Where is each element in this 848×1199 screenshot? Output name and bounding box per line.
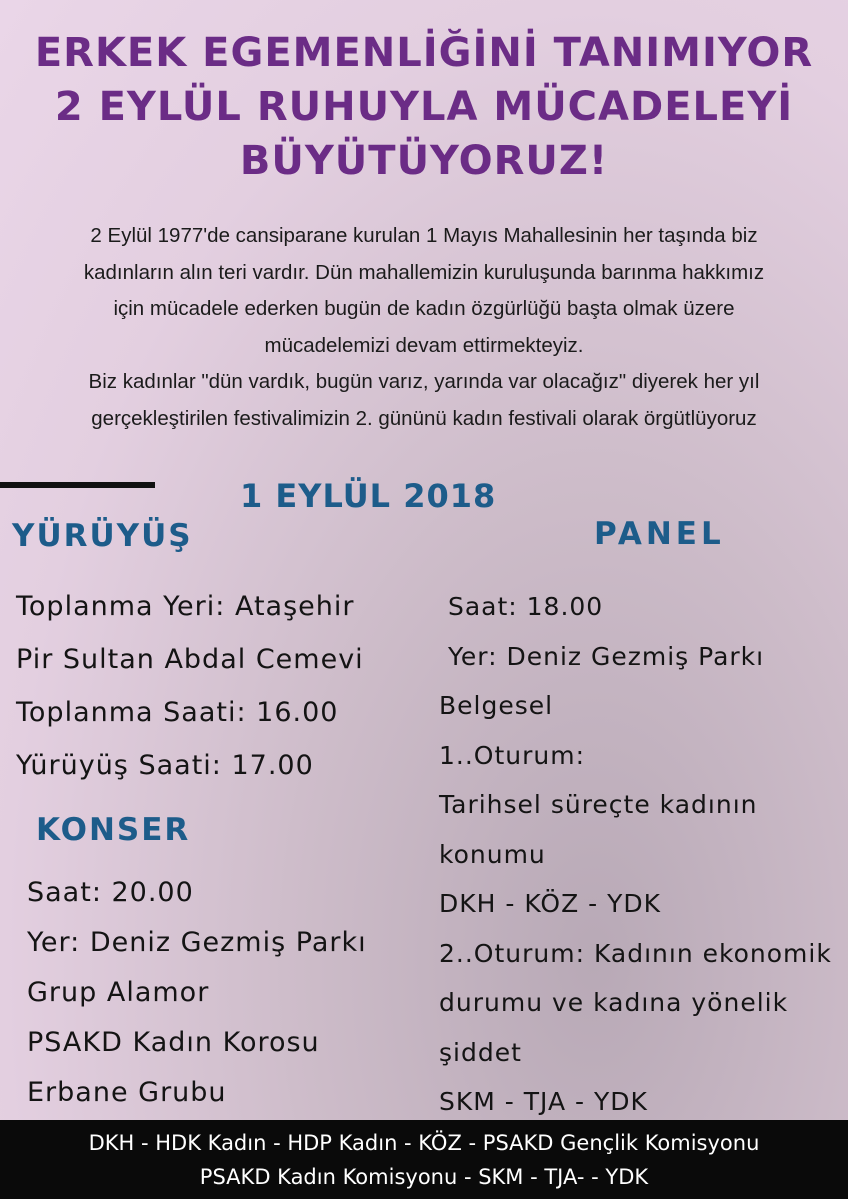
- panel-heading: PANEL: [594, 516, 725, 552]
- concert-item: Yer: Deniz Gezmiş Parkı: [27, 927, 367, 958]
- title-line: ERKEK EGEMENLİĞİNİ TANIMIYOR: [34, 30, 814, 76]
- concert-details: [27, 868, 367, 1118]
- panel-details: [439, 582, 832, 1127]
- march-details: [16, 580, 364, 792]
- march-item: Yürüyüş Saati: 17.00: [16, 750, 314, 781]
- title-line: 2 EYLÜL RUHUYLA MÜCADELEYİ: [54, 84, 794, 130]
- intro-text: [0, 218, 848, 437]
- intro-line: için mücadele ederken bugün de kadın özgürlüğü başta olmak üzere: [113, 297, 735, 320]
- concert-item: Grup Alamor: [27, 977, 210, 1008]
- panel-item: DKH - KÖZ - YDK: [439, 889, 662, 918]
- panel-item: Tarihsel süreçte kadının: [439, 790, 758, 819]
- concert-item: PSAKD Kadın Korosu: [27, 1027, 320, 1058]
- divider-bar: [0, 482, 155, 488]
- concert-heading: KONSER: [36, 812, 191, 848]
- poster-title: [0, 26, 848, 188]
- organizers-footer: [0, 1120, 848, 1199]
- march-item: Toplanma Saati: 16.00: [16, 697, 339, 728]
- intro-line: Biz kadınlar "dün vardık, bugün varız, yarında var olacağız" diyerek her yıl: [88, 370, 760, 393]
- march-item: Pir Sultan Abdal Cemevi: [16, 644, 364, 675]
- concert-item: Saat: 20.00: [27, 877, 194, 908]
- intro-line: mücadelemizi devam ettirmekteyiz.: [264, 333, 584, 357]
- panel-item: durumu ve kadına yönelik: [439, 988, 789, 1017]
- panel-item: Saat: 18.00: [439, 592, 604, 621]
- panel-item: 2..Oturum: Kadının ekonomik: [439, 938, 832, 968]
- march-item: Toplanma Yeri: Ataşehir: [16, 591, 355, 622]
- panel-item: şiddet: [439, 1037, 522, 1067]
- march-heading: YÜRÜYÜŞ: [12, 518, 193, 554]
- footer-line: PSAKD Kadın Komisyonu - SKM - TJA- - YDK: [199, 1165, 649, 1189]
- footer-line: DKH - HDK Kadın - HDP Kadın - KÖZ - PSAKD Gençlik Komisyonu: [88, 1131, 760, 1155]
- panel-item: SKM - TJA - YDK: [439, 1087, 648, 1116]
- intro-line: kadınların alın teri vardır. Dün mahallemizin kuruluşunda barınma hakkımız: [83, 260, 765, 284]
- panel-item: konumu: [439, 839, 546, 869]
- panel-item: 1..Oturum:: [439, 740, 586, 770]
- concert-item: Erbane Grubu: [27, 1077, 227, 1108]
- intro-line: gerçekleştirilen festivalimizin 2. gününü kadın festivali olarak örgütlüyoruz: [91, 406, 757, 430]
- intro-line: 2 Eylül 1977'de cansiparane kurulan 1 Mayıs Mahallesinin her taşında biz: [90, 224, 758, 247]
- panel-item: Belgesel: [439, 691, 554, 720]
- panel-item: Yer: Deniz Gezmiş Parkı: [439, 641, 765, 671]
- event-date: 1 EYLÜL 2018: [240, 477, 497, 515]
- title-line: BÜYÜTÜYORUZ!: [239, 138, 609, 184]
